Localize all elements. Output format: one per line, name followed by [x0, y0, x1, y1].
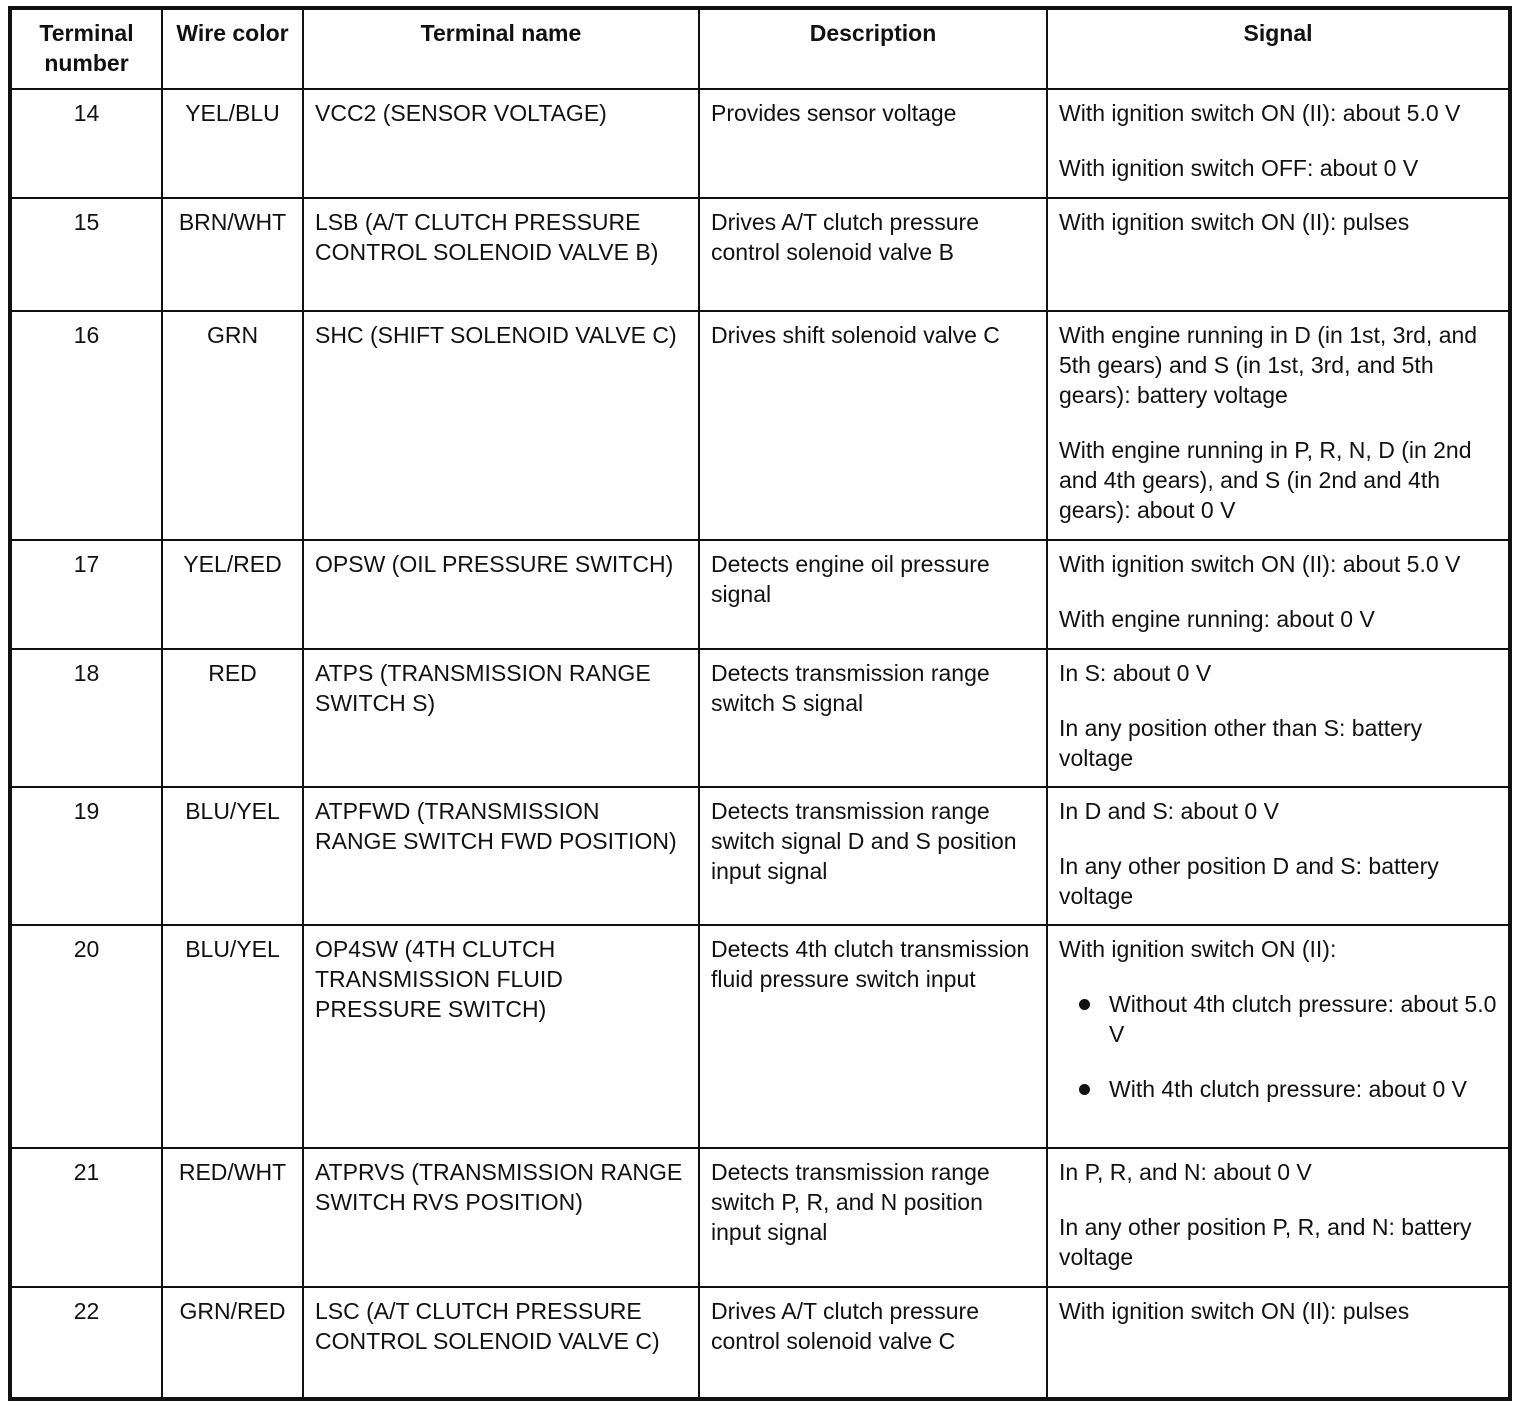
terminal-number-cell: 17 [10, 540, 162, 649]
signal-line: With ignition switch OFF: about 0 V [1059, 155, 1419, 181]
wire-color-cell: RED/WHT [162, 1148, 303, 1287]
description-cell: Detects transmission range switch signal D and S position input signal [699, 787, 1047, 925]
table-row [10, 649, 1510, 787]
table-row [10, 540, 1510, 649]
signal-line: With ignition switch ON (II): pulses [1059, 209, 1410, 235]
header-description: Description [699, 8, 1047, 89]
terminal-table [8, 6, 1512, 1401]
table-row [10, 89, 1510, 198]
table-row [10, 1148, 1510, 1287]
terminal-name-cell: SHC (SHIFT SOLENOID VALVE C) [303, 311, 699, 540]
wire-color-cell: YEL/BLU [162, 89, 303, 198]
terminal-name-cell: ATPS (TRANSMISSION RANGE SWITCH S) [303, 649, 699, 787]
signal-cell [1047, 1148, 1510, 1287]
terminal-name-cell: OPSW (OIL PRESSURE SWITCH) [303, 540, 699, 649]
terminal-number-cell: 22 [10, 1287, 162, 1399]
signal-cell [1047, 89, 1510, 198]
wire-color-cell: YEL/RED [162, 540, 303, 649]
signal-line: With ignition switch ON (II): pulses [1059, 1298, 1410, 1324]
signal-line: With engine running: about 0 V [1059, 606, 1375, 632]
signal-line: With ignition switch ON (II): about 5.0 V [1059, 551, 1461, 577]
signal-line: With engine running in P, R, N, D (in 2nd and 4th gears), and S (in 2nd and 4th gears): about 0 V [1059, 437, 1472, 523]
signal-cell [1047, 311, 1510, 540]
header-wire-color: Wire color [162, 8, 303, 89]
signal-line: In any other position P, R, and N: battery voltage [1059, 1214, 1472, 1270]
signal-line: In any position other than S: battery voltage [1059, 715, 1423, 771]
signal-line: In D and S: about 0 V [1059, 798, 1279, 824]
terminal-name-cell: ATPFWD (TRANSMISSION RANGE SWITCH FWD POSITION) [303, 787, 699, 925]
terminal-number-cell: 19 [10, 787, 162, 925]
terminal-name-cell: VCC2 (SENSOR VOLTAGE) [303, 89, 699, 198]
signal-cell [1047, 198, 1510, 311]
description-cell: Detects transmission range switch S signal [699, 649, 1047, 787]
terminal-number-cell: 21 [10, 1148, 162, 1287]
header-terminal-number: Terminal number [10, 8, 162, 89]
table-row [10, 198, 1510, 311]
signal-line: In S: about 0 V [1059, 660, 1212, 686]
terminal-number-cell: 14 [10, 89, 162, 198]
signal-cell [1047, 540, 1510, 649]
terminal-name-cell: LSB (A/T CLUTCH PRESSURE CONTROL SOLENOID VALVE B) [303, 198, 699, 311]
signal-bullet-item: With 4th clutch pressure: about 0 V [1059, 1074, 1497, 1104]
terminal-number-cell: 15 [10, 198, 162, 311]
signal-bullet-list [1059, 989, 1497, 1104]
signal-cell [1047, 1287, 1510, 1399]
header-signal: Signal [1047, 8, 1510, 89]
description-cell: Detects transmission range switch P, R, and N position input signal [699, 1148, 1047, 1287]
header-row [10, 8, 1510, 89]
table-row [10, 311, 1510, 540]
table-row [10, 787, 1510, 925]
terminal-name-cell: OP4SW (4TH CLUTCH TRANSMISSION FLUID PRESSURE SWITCH) [303, 925, 699, 1148]
terminal-number-cell: 20 [10, 925, 162, 1148]
description-cell: Drives shift solenoid valve C [699, 311, 1047, 540]
description-cell: Drives A/T clutch pressure control solenoid valve B [699, 198, 1047, 311]
table-row [10, 925, 1510, 1148]
description-cell: Drives A/T clutch pressure control solenoid valve C [699, 1287, 1047, 1399]
wire-color-cell: BLU/YEL [162, 787, 303, 925]
signal-line: With engine running in D (in 1st, 3rd, and 5th gears) and S (in 1st, 3rd, and 5th gears): battery voltage [1059, 322, 1478, 408]
wire-color-cell: RED [162, 649, 303, 787]
signal-bullet-item: Without 4th clutch pressure: about 5.0 V [1059, 989, 1497, 1049]
terminal-number-cell: 16 [10, 311, 162, 540]
terminal-name-cell: LSC (A/T CLUTCH PRESSURE CONTROL SOLENOID VALVE C) [303, 1287, 699, 1399]
header-terminal-name: Terminal name [303, 8, 699, 89]
signal-line: With ignition switch ON (II): [1059, 936, 1337, 962]
signal-cell [1047, 925, 1510, 1148]
wire-color-cell: BRN/WHT [162, 198, 303, 311]
signal-line: In P, R, and N: about 0 V [1059, 1159, 1312, 1185]
wire-color-cell: GRN [162, 311, 303, 540]
table-row [10, 1287, 1510, 1399]
signal-cell [1047, 649, 1510, 787]
signal-cell [1047, 787, 1510, 925]
signal-line: In any other position D and S: battery voltage [1059, 853, 1439, 909]
terminal-name-cell: ATPRVS (TRANSMISSION RANGE SWITCH RVS POSITION) [303, 1148, 699, 1287]
description-cell: Detects engine oil pressure signal [699, 540, 1047, 649]
signal-line: With ignition switch ON (II): about 5.0 V [1059, 100, 1461, 126]
terminal-number-cell: 18 [10, 649, 162, 787]
wire-color-cell: GRN/RED [162, 1287, 303, 1399]
description-cell: Provides sensor voltage [699, 89, 1047, 198]
wire-color-cell: BLU/YEL [162, 925, 303, 1148]
description-cell: Detects 4th clutch transmission fluid pressure switch input [699, 925, 1047, 1148]
